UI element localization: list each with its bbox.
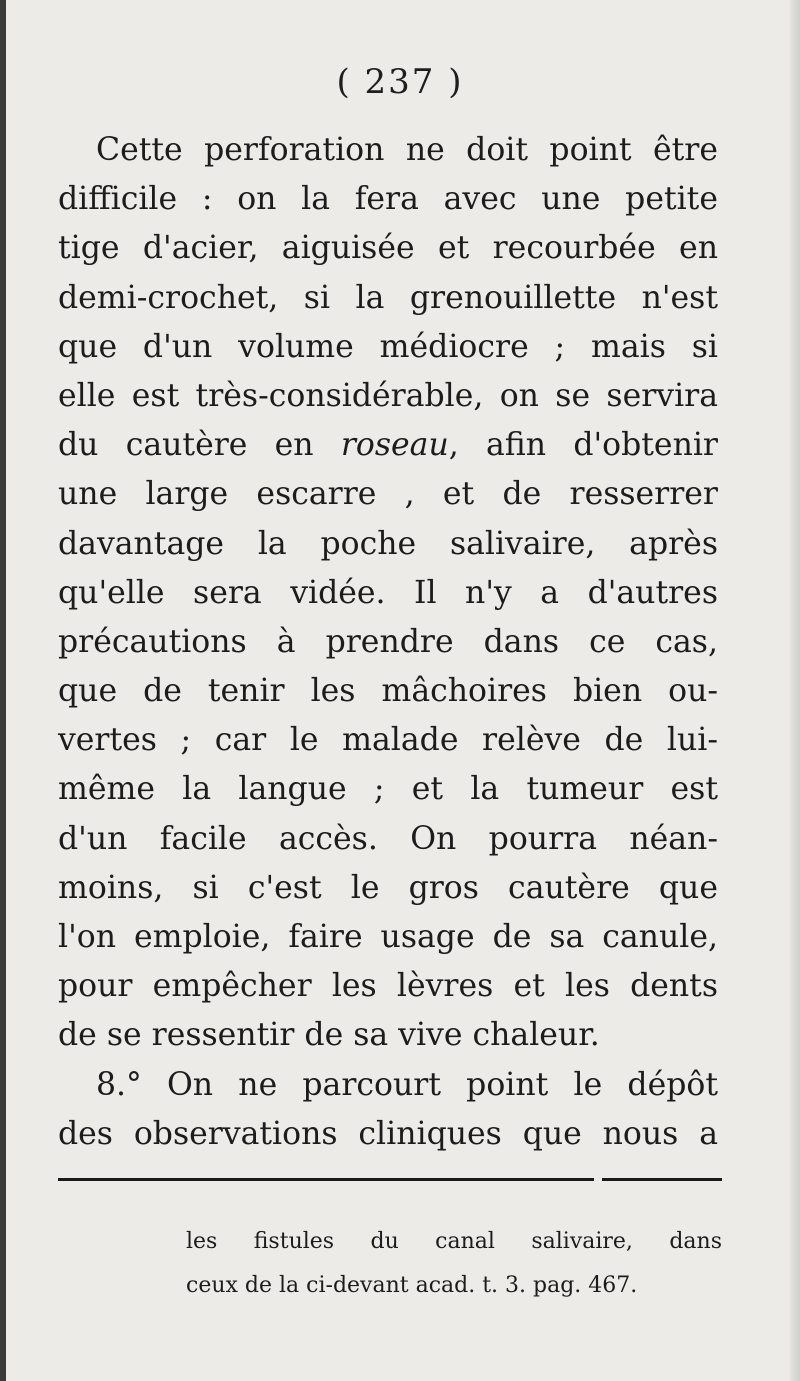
main-text bbox=[58, 126, 718, 1159]
text-line: elle est très-considérable, on se servira bbox=[58, 377, 718, 414]
text-line: que d'un volume médiocre ; mais si bbox=[58, 328, 718, 365]
footnote-line: les fistules du canal salivaire, dans bbox=[186, 1229, 722, 1254]
text-line: des observations cliniques que nous a bbox=[58, 1115, 718, 1152]
footnote-line: ceux de la ci-devant acad. t. 3. pag. 467. bbox=[186, 1273, 638, 1298]
page-number: ( 237 ) bbox=[336, 62, 464, 102]
footnote-rule bbox=[58, 1178, 722, 1181]
text-line: Cette perforation ne doit point être bbox=[96, 132, 718, 168]
text-segment: , afin d'obtenir bbox=[448, 427, 718, 464]
text-line: précautions à prendre dans ce cas, bbox=[58, 623, 718, 660]
text-line: même la langue ; et la tumeur est bbox=[58, 771, 718, 808]
text-line: 8.° On ne parcourt point le dépôt bbox=[96, 1066, 718, 1103]
text-line: que de tenir les mâchoires bien ou- bbox=[58, 673, 718, 710]
text-line: d'un facile accès. On pourra néan- bbox=[58, 820, 718, 857]
text-line: pour empêcher les lèvres et les dents bbox=[58, 968, 718, 1005]
text-line: qu'elle sera vidée. Il n'y a d'autres bbox=[58, 574, 718, 611]
text-line: de se ressentir de sa vive chaleur. bbox=[58, 1017, 600, 1054]
text-line: davantage la poche salivaire, après bbox=[58, 525, 718, 562]
text-line: vertes ; car le malade relève de lui- bbox=[58, 722, 718, 759]
text-segment: du cautère en bbox=[58, 427, 314, 464]
footnote bbox=[186, 1220, 722, 1308]
page-right-edge bbox=[790, 0, 800, 1381]
text-line: l'on emploie, faire usage de sa canule, bbox=[58, 919, 718, 955]
text-line: une large escarre , et de resserrer bbox=[58, 476, 718, 513]
text-line: demi-crochet, si la grenouillette n'est bbox=[58, 279, 718, 316]
text-line: tige d'acier, aiguisée et recourbée en bbox=[58, 230, 718, 267]
footnote-rule-gap bbox=[594, 1176, 602, 1183]
text-line-with-italic bbox=[58, 421, 718, 470]
text-line: moins, si c'est le gros cautère que bbox=[58, 869, 718, 906]
page-left-edge bbox=[0, 0, 6, 1381]
text-line: difficile : on la fera avec une petite bbox=[58, 181, 718, 218]
italic-word: roseau bbox=[340, 427, 449, 464]
